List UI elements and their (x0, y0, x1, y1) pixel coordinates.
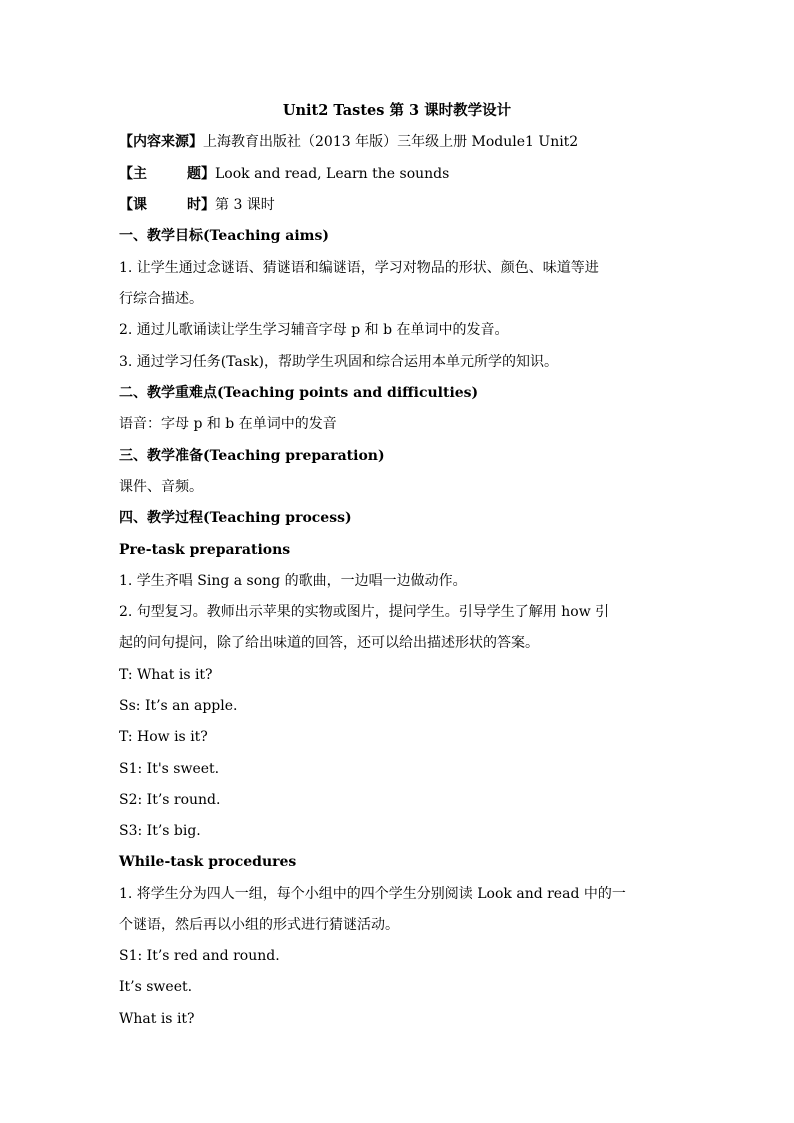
dialogue-line: T: How is it? (119, 729, 208, 745)
section-heading-points: 二、教学重难点(Teaching points and difficulties) (119, 385, 479, 401)
topic-label-open: 【主 (119, 166, 147, 182)
topic-value: Look and read, Learn the sounds (215, 166, 450, 182)
aims-line: 2. 通过儿歌诵读让学生学习辅音字母 p 和 b 在单词中的发音。 (119, 322, 509, 338)
period-value: 第 3 课时 (215, 197, 275, 213)
section-heading-aims: 一、教学目标(Teaching aims) (119, 228, 329, 244)
meta-period (119, 194, 679, 216)
source-label: 【内容来源】 (119, 134, 203, 150)
dialogue-line: It’s sweet. (119, 979, 193, 995)
meta-topic (119, 163, 679, 185)
dialogue-line: T: What is it? (119, 667, 213, 683)
while-task-line: 1. 将学生分为四人一组，每个小组中的四个学生分别阅读 Look and read 中的一 (119, 886, 626, 902)
period-label-open: 【课 (119, 197, 147, 213)
pre-task-line: 2. 句型复习。教师出示苹果的实物或图片，提问学生。引导学生了解用 how 引 (119, 604, 610, 620)
aims-line: 行综合描述。 (119, 291, 203, 307)
meta-source (119, 131, 679, 153)
aims-line: 3. 通过学习任务(Task)，帮助学生巩固和综合运用本单元所学的知识。 (119, 354, 558, 370)
section-heading-preparation: 三、教学准备(Teaching preparation) (119, 448, 385, 464)
pre-task-line: 起的问句提问，除了给出味道的回答，还可以给出描述形状的答案。 (119, 635, 539, 651)
aims-line: 1. 让学生通过念谜语、猜谜语和编谜语，学习对物品的形状、颜色、味道等进 (119, 260, 599, 276)
source-value: 上海教育出版社（2013 年版）三年级上册 Module1 Unit2 (203, 134, 579, 150)
points-text: 语音：字母 p 和 b 在单词中的发音 (119, 416, 337, 432)
dialogue-line: Ss: It’s an apple. (119, 698, 238, 714)
subheading-while-task: While-task procedures (119, 854, 297, 870)
section-heading-process: 四、教学过程(Teaching process) (119, 510, 352, 526)
dialogue-line: S2: It’s round. (119, 792, 221, 808)
subheading-pre-task: Pre-task preparations (119, 542, 291, 558)
dialogue-line: What is it? (119, 1011, 195, 1027)
document-title: Unit2 Tastes 第 3 课时教学设计 (282, 102, 512, 119)
while-task-line: 个谜语，然后再以小组的形式进行猜谜活动。 (119, 917, 399, 933)
dialogue-line: S3: It’s big. (119, 823, 201, 839)
preparation-text: 课件、音频。 (119, 479, 203, 495)
dialogue-line: S1: It's sweet. (119, 761, 220, 777)
pre-task-line: 1. 学生齐唱 Sing a song 的歌曲，一边唱一边做动作。 (119, 573, 467, 589)
topic-label-close: 题】 (187, 166, 215, 182)
dialogue-line: S1: It’s red and round. (119, 948, 280, 964)
period-label-close: 时】 (187, 197, 215, 213)
